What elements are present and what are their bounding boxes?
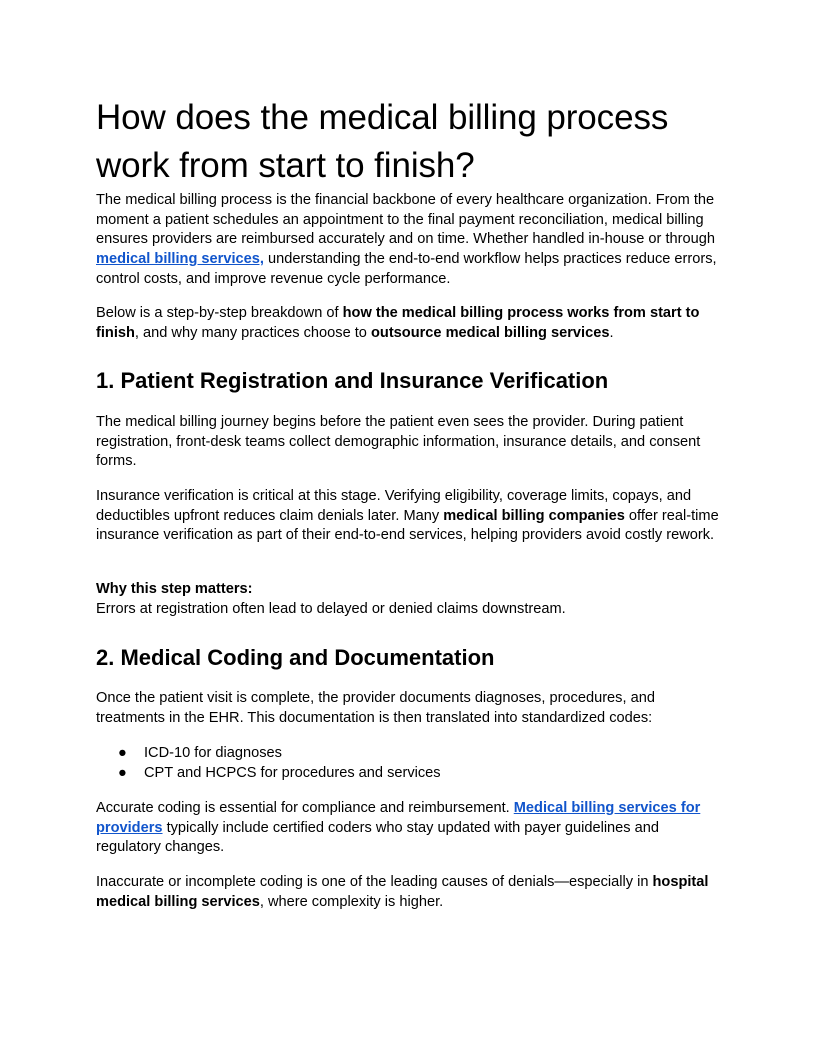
- list-item: [96, 764, 724, 784]
- section-1-paragraph-2: [96, 487, 724, 546]
- coding-bullet-list: [96, 744, 724, 783]
- section-1-p2-text-2: offer real-time insurance verification as part of their end-to-end services, helping providers avoid costly rework.: [96, 507, 719, 544]
- why-this-step-matters: [96, 580, 724, 619]
- why-text: Errors at registration often lead to delayed or denied claims downstream.: [96, 600, 566, 617]
- breakdown-text-2: , and why many practices choose to: [134, 324, 371, 341]
- breakdown-bold-2: outsource medical billing services: [370, 324, 610, 341]
- intro-text-2: understanding the end-to-end workflow helps practices reduce errors, control costs, and improve revenue cycle performance.: [96, 251, 717, 287]
- breakdown-text-3: .: [609, 324, 614, 341]
- section-2-p2-text-2: typically include certified coders who stay updated with payer guidelines and regulatory changes.: [96, 819, 659, 856]
- section-2-paragraph-2: [96, 799, 724, 858]
- why-label: Why this step matters:: [96, 581, 253, 597]
- medical-billing-services-link[interactable]: medical billing services,: [96, 251, 264, 268]
- breakdown-text-1: Below is a step-by-step breakdown of: [96, 305, 343, 321]
- section-2-p3-text-2: , where complexity is higher.: [259, 893, 444, 910]
- bullet-text: ICD-10 for diagnoses: [144, 745, 282, 761]
- section-2-paragraph-1: Once the patient visit is complete, the provider documents diagnoses, procedures, and treatments in the EHR. This documentation is then translated into standardized codes:: [96, 690, 655, 726]
- bullet-icon: ●: [118, 764, 127, 781]
- section-2-p3-bold: hospital medical billing services: [96, 874, 709, 910]
- list-item: [96, 744, 724, 764]
- section-2-p3-text-1: Inaccurate or incomplete coding is one of the leading causes of denials—especially in: [96, 874, 653, 890]
- intro-paragraph: [96, 191, 724, 290]
- section-2-heading: 2. Medical Coding and Documentation: [96, 645, 495, 670]
- page-title: How does the medical billing process work from start to finish?: [96, 98, 669, 185]
- section-1-p2-text-1: Insurance verification is critical at this stage. Verifying eligibility, coverage limits, copays, and deductibles upfront reduces claim denials later. Many: [96, 488, 692, 524]
- section-1-paragraph-1: The medical billing journey begins before the patient even sees the provider. During patient registration, front-desk teams collect demographic information, insurance details, and consent forms.: [96, 414, 701, 470]
- section-1-heading: 1. Patient Registration and Insurance Verification: [96, 368, 609, 393]
- medical-billing-services-for-providers-link[interactable]: Medical billing services for providers: [96, 800, 701, 836]
- section-2-p2-text-1: Accurate coding is essential for compliance and reimbursement.: [96, 800, 514, 816]
- bullet-icon: ●: [118, 745, 127, 761]
- breakdown-paragraph: [96, 304, 724, 343]
- section-2-paragraph-3: [96, 873, 724, 912]
- intro-text-1: The medical billing process is the financial backbone of every healthcare organization. From the moment a patient schedules an appointment to the final payment reconciliation, medical billing ensures providers are reimbursed accurately and on time. Whether handled in-house or through: [96, 192, 715, 248]
- breakdown-bold-1: how the medical billing process works from start to finish: [96, 305, 700, 341]
- bullet-text: CPT and HCPCS for procedures and services: [144, 764, 441, 781]
- section-1-p2-bold: medical billing companies: [443, 507, 625, 524]
